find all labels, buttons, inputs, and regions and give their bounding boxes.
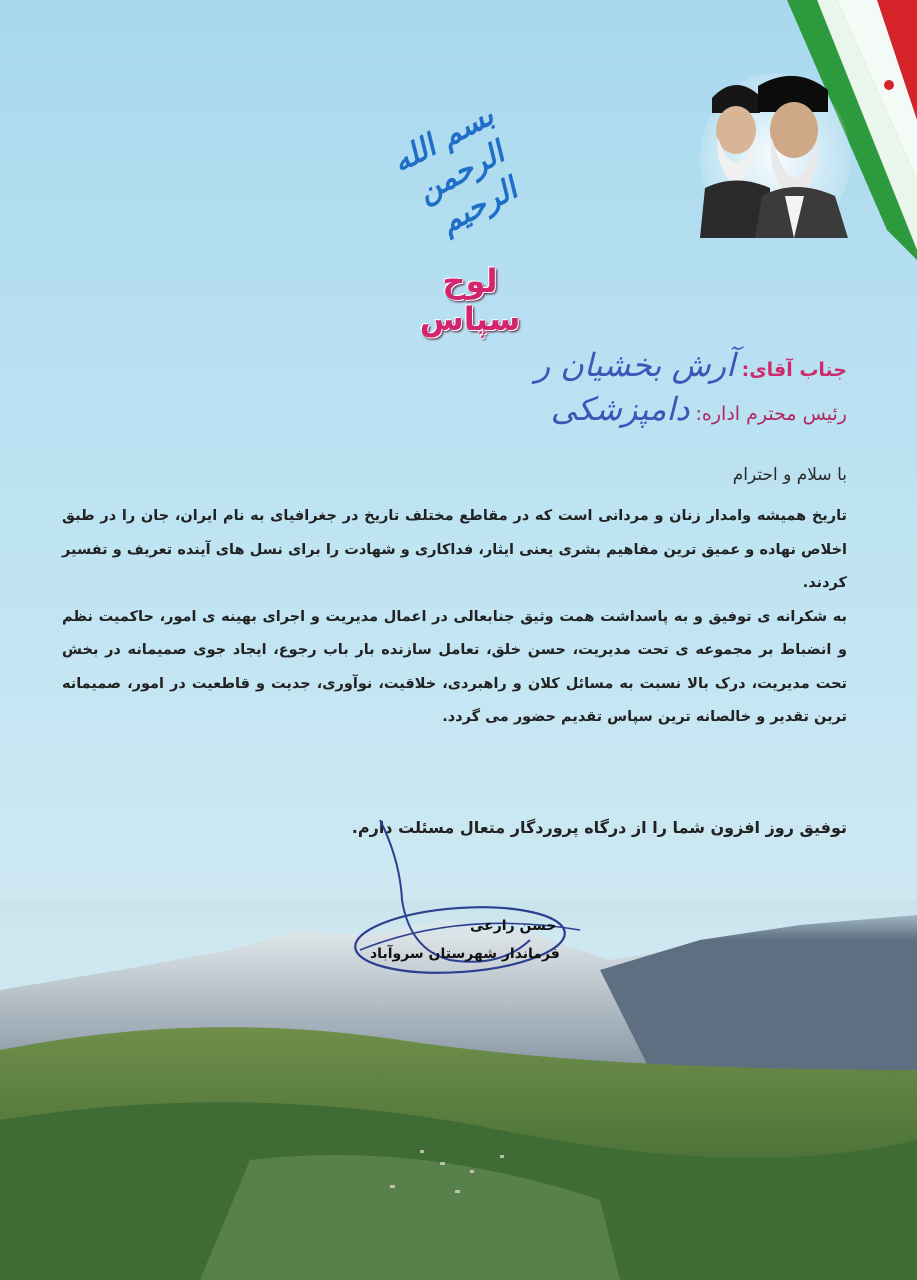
bismillah-calligraphy: بسم الله الرحمن الرحیم [386, 97, 524, 241]
signer-name: حسن زارعی [470, 918, 557, 934]
paragraph-2: به شکرانه ی توفیق و به پاسداشت همت وثیق جنابعالی در اعمال مدیریت و اجرای بهینه ی امور، حاکمیت نظم و انضباط بر مجموعه ی تحت مدیریت، حسن خلق، تعامل سازنده بار باب رجوع، ایجاد جوی صمیمانه در بخش تحت مدیریت، درک بالا نسبت به مسائل کلان و راهبردی، خلاقیت، نوآوری، جدیت و قاطعیت در امور، صمیمانه ترین تقدیر و خالصانه ترین سپاس تقدیم حضور می گردد. [62, 608, 847, 725]
mister-label: جناب آقای: [741, 359, 847, 381]
department-handwritten: دامپزشکی [550, 390, 690, 428]
paragraph-1: تاریخ همیشه وامدار زنان و مردانی است که در مقاطع مختلف تاریخ در جغرافیای به نام ایران، جان را در طبق اخلاص نهاده و عمیق ترین مفاهیم بشری یعنی ایثار، فداکاری و شهادت را برای نسل های آینده تعریف و تفسیر کردند. [62, 508, 847, 591]
emblem-icon [884, 80, 894, 90]
signer-title: فرماندار شهرستان سروآباد [370, 946, 560, 962]
recipient-name-line [535, 346, 847, 384]
signature-scribble [330, 800, 650, 1000]
recipient-name-handwritten: آرش بخشیان ر [534, 346, 735, 384]
body-text [62, 500, 847, 735]
recipient-department-line [551, 390, 847, 428]
plaque-title: لوح سپاس [419, 262, 521, 338]
head-label: رئیس محترم اداره: [695, 403, 847, 425]
greeting: با سلام و احترام [732, 465, 847, 485]
leaders-portraits-image [700, 68, 850, 238]
closing-line: توفیق روز افزون شما را از درگاه پروردگار متعال مسئلت دارم. [351, 818, 847, 837]
